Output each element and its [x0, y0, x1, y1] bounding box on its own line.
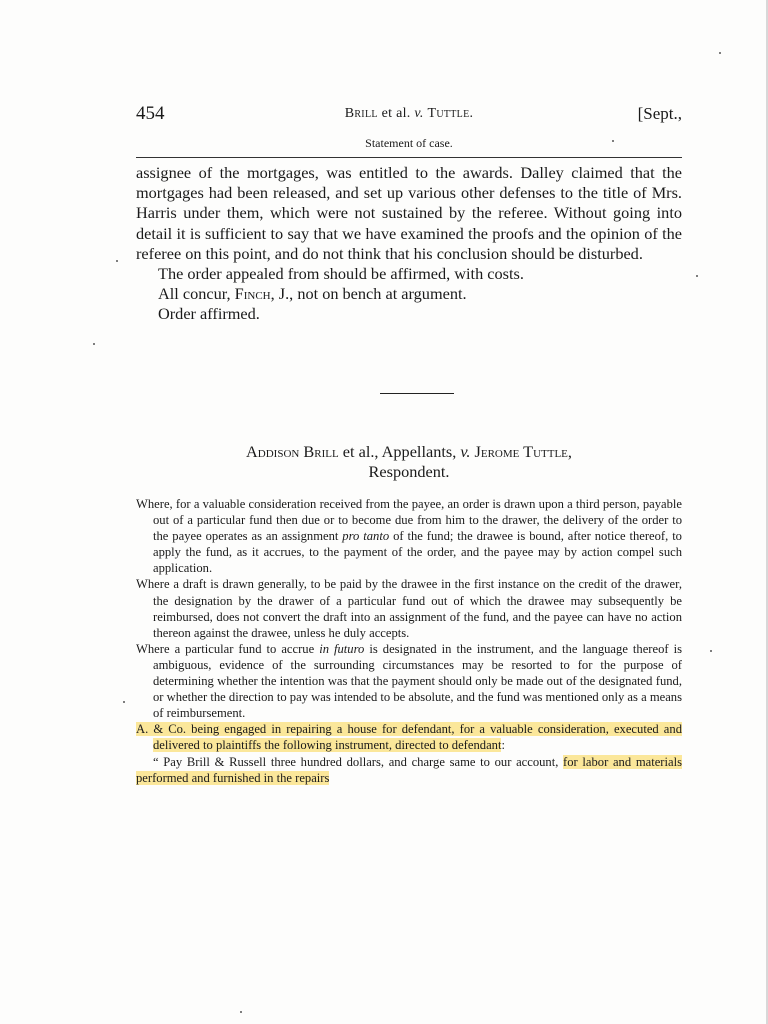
syllabus-1-italic: pro tanto	[342, 529, 390, 544]
syllabus-point-3	[136, 641, 682, 721]
title-party-a: Brill	[344, 106, 378, 121]
syllabus-point-4	[136, 721, 682, 753]
scan-speck	[612, 140, 614, 142]
syllabus-3-italic: in futuro	[319, 641, 365, 656]
appellant-name: Addison Brill	[246, 442, 339, 461]
title-period: .	[469, 106, 474, 121]
previous-case-text	[136, 163, 682, 325]
running-head	[136, 103, 682, 129]
case-separator-rule	[380, 393, 454, 394]
syllabus-point-1	[136, 496, 682, 576]
page-number: 454	[136, 103, 165, 124]
title-party-b: Tuttle	[427, 106, 470, 121]
scan-speck	[123, 701, 125, 703]
concur-prefix: All concur,	[158, 284, 235, 304]
respondent-suffix: ,	[567, 442, 572, 461]
appellant-suffix: et al., Appellants,	[338, 442, 461, 461]
case-title	[136, 442, 682, 482]
case-versus: v.	[460, 442, 471, 461]
order-line: The order appealed from should be affirmed, with costs.	[158, 264, 524, 284]
scan-speck	[116, 260, 118, 262]
concur-judge: Finch	[234, 284, 271, 304]
quote-text: “ Pay Brill & Russell three hundred dollars, and charge same to our account,	[153, 754, 564, 769]
respondent-label: Respondent.	[368, 462, 450, 481]
highlighted-text-2: for labor and materials performed and furnished in the repairs	[136, 754, 682, 785]
concur-line	[136, 284, 682, 304]
syllabus-1-text-b: of the fund; the drawee is bound, after notice thereof, to apply the fund, as it accrues, to the payment of the order, and the payee may by action compel such application.	[153, 529, 682, 576]
respondent-name: Jerome Tuttle	[474, 442, 568, 461]
header-rule	[136, 157, 682, 158]
syllabus-3-text-b: is designated in the instrument, and the language thereof is ambiguous, evidence of the surrounding circumstances may be resorted to for the purpose of determining whether the intention was that the payment should only be made out of the designated fund, or whether the direction to pay was intended to be absolute, and the fund was mentioned only as a means of reimbursement.	[153, 641, 682, 721]
title-versus: v.	[414, 106, 424, 121]
scan-speck	[710, 650, 712, 652]
syllabus-1-text-a: Where, for a valuable consideration received from the payee, an order is drawn upon a third person, payable out of a particular fund then due or to become due from him to the drawer, the delivery of the order to the payee operates as an assignment	[136, 497, 682, 544]
syllabus-3-text-a: Where a particular fund to accrue	[136, 641, 320, 656]
section-subheading: Statement of case.	[365, 136, 453, 150]
syllabus-point-2: Where a draft is drawn generally, to be paid by the drawee in the first instance on the credit of the drawer, the designation by the drawer of a particular fund out of which the drawee may subsequently be reimbursed, does not convert the draft into an assignment of the fund, and the payee can have no action thereon against the drawee, unless he duly accepts.	[136, 577, 682, 640]
syllabus-quote	[136, 754, 682, 786]
syllabus-4-end: :	[501, 738, 505, 753]
previous-case-paragraph: assignee of the mortgages, was entitled to the awards. Dalley claimed that the mortgages had been released, and set up various other defenses to the title of Mrs. Harris under them, which were not sustained by the referee. Without going into detail it is sufficient to say that we have examined the proofs and the opinion of the referee on this point, and do not think that his conclusion should be disturbed.	[136, 163, 682, 263]
scan-speck	[93, 343, 95, 345]
result-line: Order affirmed.	[158, 304, 260, 324]
scan-speck	[696, 275, 698, 277]
syllabus	[136, 496, 682, 786]
concur-suffix: , J., not on bench at argument.	[270, 284, 467, 304]
scan-speck	[719, 52, 721, 54]
case-title-line-1	[136, 442, 682, 462]
scan-speck	[240, 1011, 242, 1013]
title-etal: et al.	[377, 106, 415, 121]
highlighted-text-1: A. & Co. being engaged in repairing a house for defendant, for a valuable consideration, executed and delivered to plaintiffs the following instrument, directed to defendant	[136, 722, 682, 753]
running-title	[136, 106, 682, 122]
running-date: [Sept.,	[637, 104, 682, 123]
